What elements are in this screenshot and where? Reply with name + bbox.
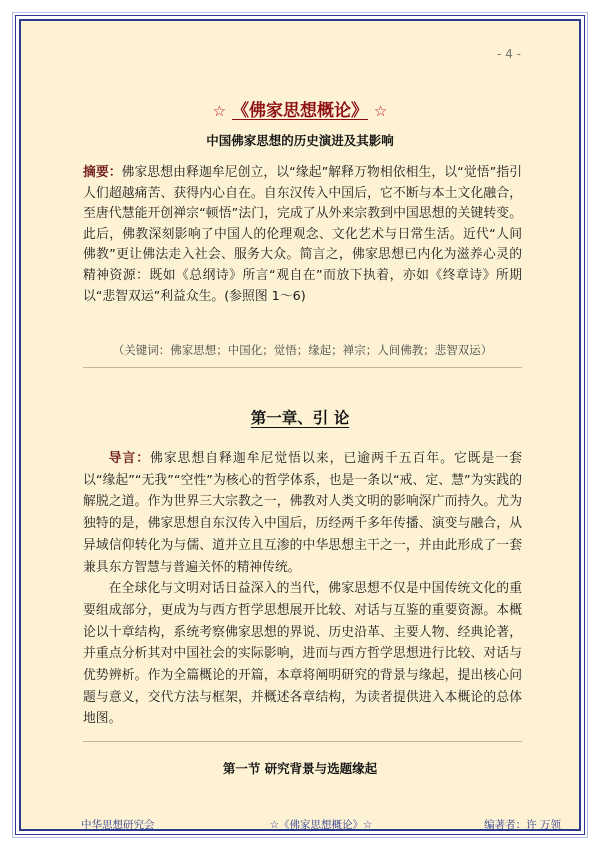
- footer-author: 编著者：许 万领: [484, 819, 561, 831]
- lead-label: 导言：: [108, 451, 151, 466]
- paragraph: [83, 448, 522, 578]
- abstract-label: 摘要：: [83, 165, 122, 180]
- paragraph: [83, 578, 522, 730]
- footer-organization: 中华思想研究会: [81, 819, 155, 831]
- section-title: 第一节 研究背景与选题缘起: [222, 761, 378, 776]
- chapter-body: [83, 448, 522, 730]
- keywords: （关键词：佛家思想；中国化；觉悟；缘起；禅宗；人间佛教；悲智双运）: [112, 343, 493, 357]
- chapter-title: [21, 406, 579, 428]
- abstract-text: 佛家思想由释迦牟尼创立，以“缘起”解释万物相依相生，以“觉悟”指引人们超越痛苦、获得内心自在。自东汉传入中国后，它不断与本土文化融合，至唐代慧能开创禅宗“顿悟”法门，完成了从外来宗教到中国思想的关键转变。此后，佛教深刻影响了中国人的伦理观念、文化艺术与日常生活。近代“人间佛教”更让佛法走入社会、服务大众。简言之，佛家思想已内化为滋养心灵的精神资源：既如《总纲诗》所言“观自在”而放下执着，亦如《终章诗》所期以“悲智双运”利益众生。(参照图 1～6): [83, 165, 522, 304]
- paragraph-text: 在全球化与文明对话日益深入的当代，佛家思想不仅是中国传统文化的重要组成部分，更成为与西方哲学思想展开比较、对话与互鉴的重要资源。本概论以十章结构，系统考察佛家思想的界说、历史沿革、主要人物、经典论著，并重点分析其对中国社会的实际影响，进而与西方哲学思想进行比较、对话与优势辨析。作为全篇概论的开篇，本章将阐明研究的背景与缘起，提出核心问题与意义，交代方法与框架，并概述各章结构，为读者提供进入本概论的总体地图。: [83, 581, 522, 727]
- document-subtitle: 中国佛家思想的历史演进及其影响: [206, 133, 394, 148]
- abstract: [83, 163, 522, 307]
- star-icon: ☆: [269, 819, 279, 831]
- star-icon: ☆: [373, 102, 388, 120]
- footer-title-group: [270, 819, 373, 831]
- star-icon: ☆: [363, 819, 373, 831]
- divider: [83, 741, 522, 742]
- document-title: [21, 96, 579, 121]
- footer-title-text: 《佛家思想概论》: [279, 819, 363, 831]
- paragraph-text: 佛家思想自释迦牟尼觉悟以来，已逾两千五百年。它既是一套以“缘起”“无我”“空性”为核心的哲学体系，也是一条以“戒、定、慧”为实践的解脱之道。作为世界三大宗教之一，佛教对人类文明的影响深广而持久。尤为独特的是，佛家思想自东汉传入中国后，历经两千多年传播、演变与融合，从异域信仰转化为与儒、道并立且互渗的中华思想主干之一，并由此形成了一套兼具东方智慧与普遍关怀的精神传统。: [83, 451, 523, 575]
- page-number: - 4 -: [497, 47, 521, 61]
- title-text: 《佛家思想概论》: [232, 101, 368, 121]
- document-page: [19, 19, 581, 831]
- chapter-title-text: 第一章、引 论: [250, 409, 350, 427]
- divider: [83, 367, 522, 368]
- star-icon: ☆: [212, 102, 227, 120]
